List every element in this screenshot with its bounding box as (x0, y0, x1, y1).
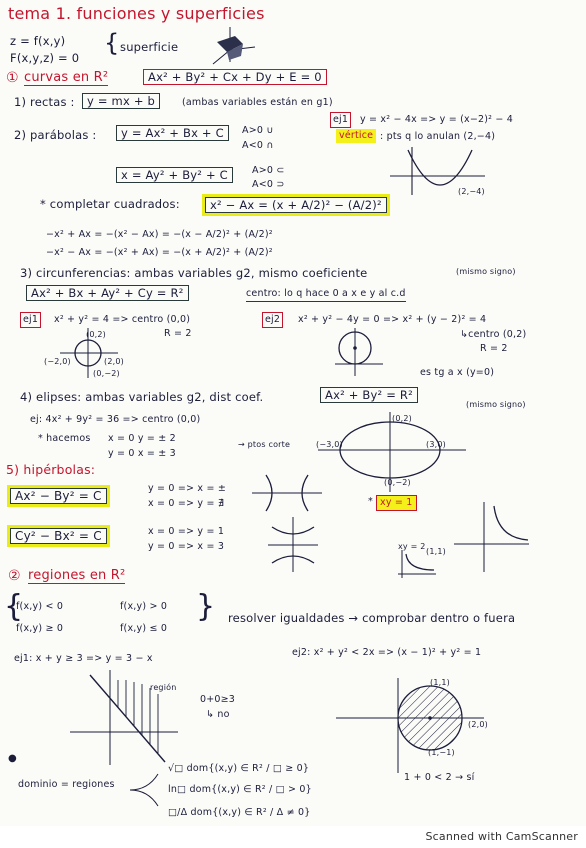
circ-ej2-radius: R = 2 (480, 343, 508, 354)
vertice-label: vértice (336, 129, 376, 143)
elipse-hacemos: * hacemos (38, 433, 91, 444)
circ-ej1-radius: R = 2 (164, 328, 192, 339)
ineq-gt: f(x,y) > 0 (120, 601, 168, 612)
elipse-example: ej: 4x² + 9y² = 36 => centro (0,0) (30, 414, 201, 425)
hiperbola1-eq: Ax² − By² = C (10, 488, 107, 504)
xy2-note: xy = 2 (398, 542, 426, 551)
scanner-footer-bar (0, 826, 586, 848)
parabolas-label: 2) parábolas : (14, 128, 97, 142)
scanner-watermark: Scanned with CamScanner (425, 830, 578, 843)
circle1-label-top: (0,2) (86, 330, 106, 339)
rectas-note: (ambas variables están en g1) (182, 97, 333, 108)
circ-ej2-centro: ↳centro (0,2) (460, 329, 527, 340)
completar-line2: −x² − Ax = −(x² + Ax) = −(x + A/2)² + (A/2)² (46, 247, 273, 258)
elipse-label: 4) elipses: ambas variables g2, dist coef. (20, 390, 264, 404)
region2-point-top: (1,1) (430, 678, 450, 687)
section1-heading: curvas en R² (24, 70, 109, 85)
completar-eq: x² − Ax = (x + A/2)² − (A/2)² (205, 197, 387, 213)
elipse-cut-x0: x = 0 y = ± 2 (108, 433, 176, 444)
circ-ej1-tag: ej1 (20, 312, 41, 328)
region-check-result: ↳ no (206, 709, 230, 720)
circ-eq: Ax² + Bx + Ay² + Cy = R² (26, 285, 189, 301)
surface-label: superficie (120, 40, 179, 54)
dominio-ln: ln□ dom{(x,y) ∈ R² / □ > 0} (168, 784, 312, 795)
xy2-point: (1,1) (426, 547, 446, 556)
parabola2-case-right: A>0 ⊂ (252, 165, 285, 176)
circ-ej2-eq: x² + y² − 4y = 0 => x² + (y − 2)² = 4 (298, 314, 487, 325)
elipse-note: (mismo signo) (466, 400, 526, 409)
xy-eq: xy = 1 (376, 495, 417, 511)
ineq-brace-right: } (196, 589, 216, 624)
parabola-vertex-label: (2,−4) (458, 187, 485, 196)
hiperbola2-eq: Cy² − Bx² = C (10, 528, 107, 544)
rectas-label: 1) rectas : (14, 95, 75, 109)
surface-eq: F(x,y,z) = 0 (10, 51, 80, 65)
surface-3d-sketch-icon (205, 22, 265, 72)
dominio-sqrt: √□ dom{(x,y) ∈ R² / □ ≥ 0} (168, 763, 310, 774)
hiperbola2-cut-x0: x = 0 => y = 1 (148, 526, 225, 537)
ellipse-label-bottom: (0,−2) (384, 478, 411, 487)
ej1-eq: y = x² − 4x => y = (x−2)² − 4 (360, 114, 513, 125)
parabola1-eq: y = Ax² + Bx + C (116, 125, 229, 141)
region2-point-bottom: (1,−1) (428, 748, 455, 757)
section2-heading: regiones en R² (28, 568, 126, 583)
hiperbola1-cut-y0: y = 0 => x = ± (148, 483, 227, 494)
region2-point-right: (2,0) (468, 720, 488, 729)
circ-ej1-eq: x² + y² = 4 => centro (0,0) (54, 314, 191, 325)
parabola2-eq: x = Ay² + By² + C (116, 167, 233, 183)
ineq-le: f(x,y) ≤ 0 (120, 623, 168, 634)
elipse-ptos-corte: → ptos corte (238, 440, 291, 449)
region-label: región (150, 683, 177, 692)
circ-ej2-note: es tg a x (y=0) (420, 367, 495, 378)
parabola1-case-up: A>0 ∪ (242, 125, 274, 136)
dominio-bullet: ● (8, 753, 17, 764)
elipse-cut-y0: y = 0 x = ± 3 (108, 448, 176, 459)
general-conic-eq: Ax² + By² + Cx + Dy + E = 0 (143, 69, 327, 85)
xy-hyperbola-graph (454, 502, 529, 572)
completar-line1: −x² + Ax = −(x² − Ax) = −(x − A/2)² + (A/2)² (46, 229, 273, 240)
hiperbola-label: 5) hipérbolas: (6, 462, 96, 477)
function-eq: z = f(x,y) (10, 34, 66, 48)
dominio-label: dominio = regiones (18, 779, 115, 790)
ineq-ge: f(x,y) ≥ 0 (16, 623, 64, 634)
hyperbola1-graph (252, 473, 322, 513)
parabola1-case-down: A<0 ∩ (242, 140, 274, 151)
hyperbola2-graph (268, 517, 318, 572)
region2-graph (336, 678, 486, 773)
ej1-tag: ej1 (330, 112, 351, 128)
ellipse-label-right: (3,0) (426, 440, 446, 449)
hiperbola2-cut-y0: y = 0 => x = 3 (148, 541, 225, 552)
ellipse-label-top: (0,2) (392, 414, 412, 423)
dominio-fraction: □/Δ dom{(x,y) ∈ R² / Δ ≠ 0} (168, 807, 311, 818)
circle1-label-right: (2,0) (104, 357, 124, 366)
vertice-note: : pts q lo anulan (2,−4) (380, 131, 496, 142)
xy-star: * (368, 496, 373, 507)
ellipse-label-left: (−3,0) (316, 440, 343, 449)
region-ej1: ej1: x + y ≥ 3 => y = 3 − x (14, 653, 153, 664)
region2-check: 1 + 0 < 2 → sí (404, 772, 475, 783)
circ-centro-note: centro: lo q hace 0 a x e y al c.d (246, 287, 406, 302)
resolver-note: resolver igualdades → comprobar dentro o fuera (228, 611, 516, 625)
ineq-brace-left: { (4, 589, 24, 624)
completar-label: * completar cuadrados: (40, 197, 180, 211)
hiperbola1-cut-x0: x = 0 => y = ∄ (148, 498, 225, 509)
page-title: tema 1. funciones y superficies (8, 4, 265, 23)
parabola2-case-left: A<0 ⊃ (252, 179, 285, 190)
elipse-eq: Ax² + By² = R² (320, 387, 418, 403)
rectas-eq: y = mx + b (82, 93, 160, 109)
circle1-label-bottom: (0,−2) (93, 369, 120, 378)
section1-number: ① (6, 70, 19, 86)
region-check: 0+0≥3 (200, 694, 236, 705)
circ-ej2-tag: ej2 (262, 312, 283, 328)
ineq-lt: f(x,y) < 0 (16, 601, 64, 612)
region-ej2: ej2: x² + y² < 2x => (x − 1)² + y² = 1 (292, 647, 482, 658)
circle2-graph (335, 326, 385, 376)
brace: { (104, 29, 120, 57)
circ-label: 3) circunferencias: ambas variables g2, mismo coeficiente (20, 266, 368, 280)
circ-note: (mismo signo) (456, 267, 516, 276)
section2-number: ② (8, 568, 21, 584)
circle1-label-left: (−2,0) (44, 357, 71, 366)
